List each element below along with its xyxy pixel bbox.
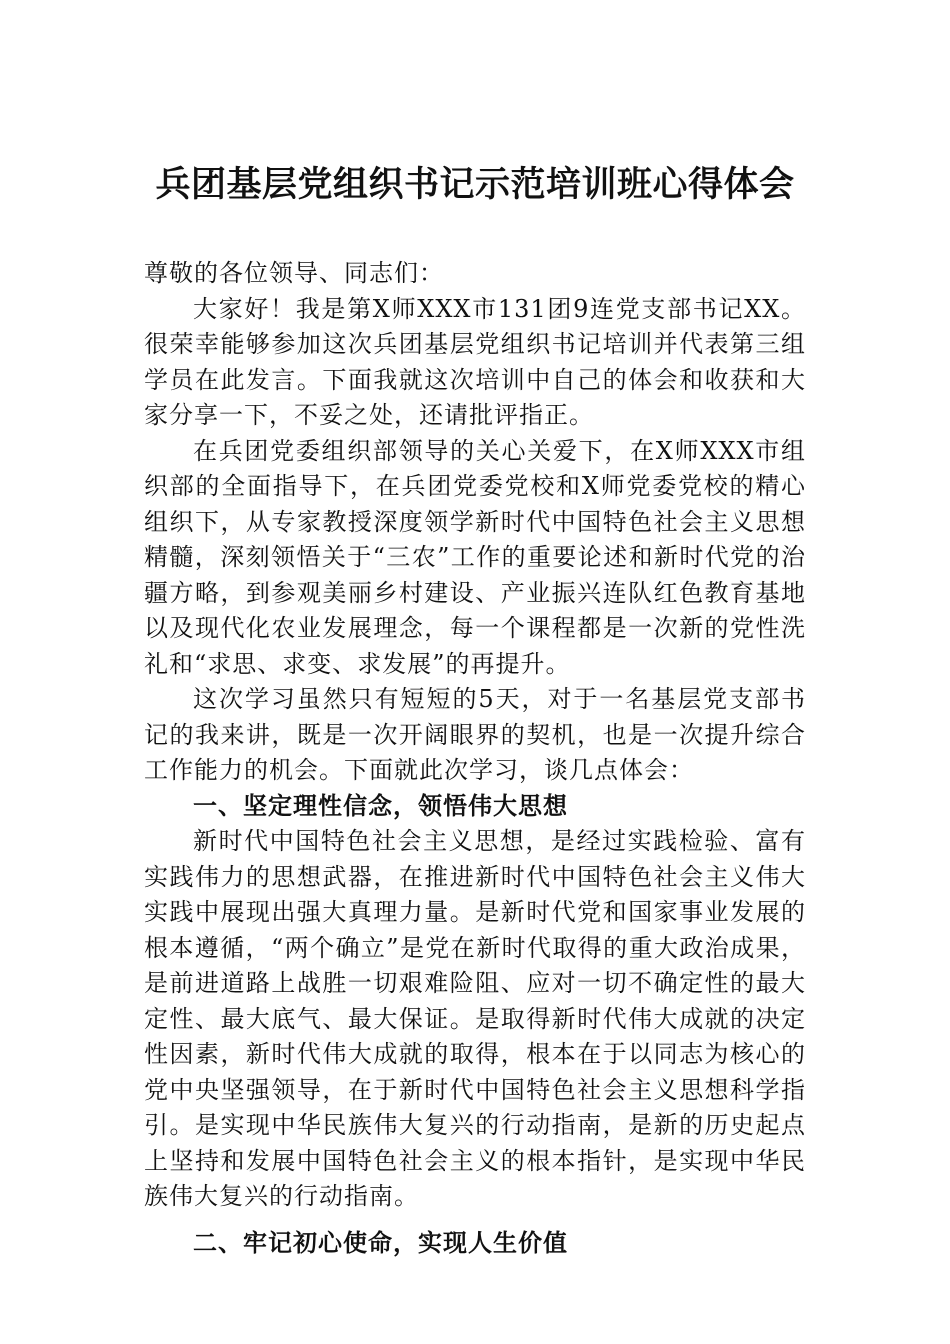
paragraph-training: 在兵团党委组织部领导的关心关爱下，在X师XXX市组织部的全面指导下，在兵团党委党校和X师党委党校的精心组织下，从专家教授深度领学新时代中国特色社会主义思想精髓，深刻领悟关于“三农”工作的重要论述和新时代党的治疆方略，到参观美丽乡村建设、产业振兴连队红色教育基地以及现代化农业发展理念，每一个课程都是一次新的党性洗礼和“求思、求变、求发展”的再提升。 — [144, 436, 806, 678]
paragraph-reflection: 这次学习虽然只有短短的5天，对于一名基层党支部书记的我来讲，既是一次开阔眼界的契机，也是一次提升综合工作能力的机会。下面就此次学习，谈几点体会： — [144, 685, 806, 784]
section-1-paragraph: 新时代中国特色社会主义思想，是经过实践检验、富有实践伟力的思想武器，在推进新时代中国特色社会主义伟大实践中展现出强大真理力量。是新时代党和国家事业发展的根本遵循，“两个确立”是党在新时代取得的重大政治成果，是前进道路上战胜一切艰难险阻、应对一切不确定性的最大定性、最大底气、最大保证。是取得新时代伟大成就的决定性因素，新时代伟大成就的取得，根本在于以同志为核心的党中央坚强领导，在于新时代中国特色社会主义思想科学指引。是实现中华民族伟大复兴的行动指南，是新的历史起点上坚持和发展中国特色社会主义的根本指针，是实现中华民族伟大复兴的行动指南。 — [144, 827, 806, 1210]
section-heading-2: 二、牢记初心使命，实现人生价值 — [193, 1228, 568, 1257]
document-body — [144, 256, 806, 1261]
document-title: 兵团基层党组织书记示范培训班心得体会 — [155, 164, 795, 205]
section-heading-1: 一、坚定理性信念，领悟伟大思想 — [193, 791, 568, 820]
paragraph-intro: 大家好！我是第X师XXX市131团9连党支部书记XX。很荣幸能够参加这次兵团基层党组织书记培训并代表第三组学员在此发言。下面我就这次培训中自己的体会和收获和大家分享一下，不妥之处，还请批评指正。 — [144, 294, 806, 429]
salutation: 尊敬的各位领导、同志们： — [144, 259, 444, 287]
